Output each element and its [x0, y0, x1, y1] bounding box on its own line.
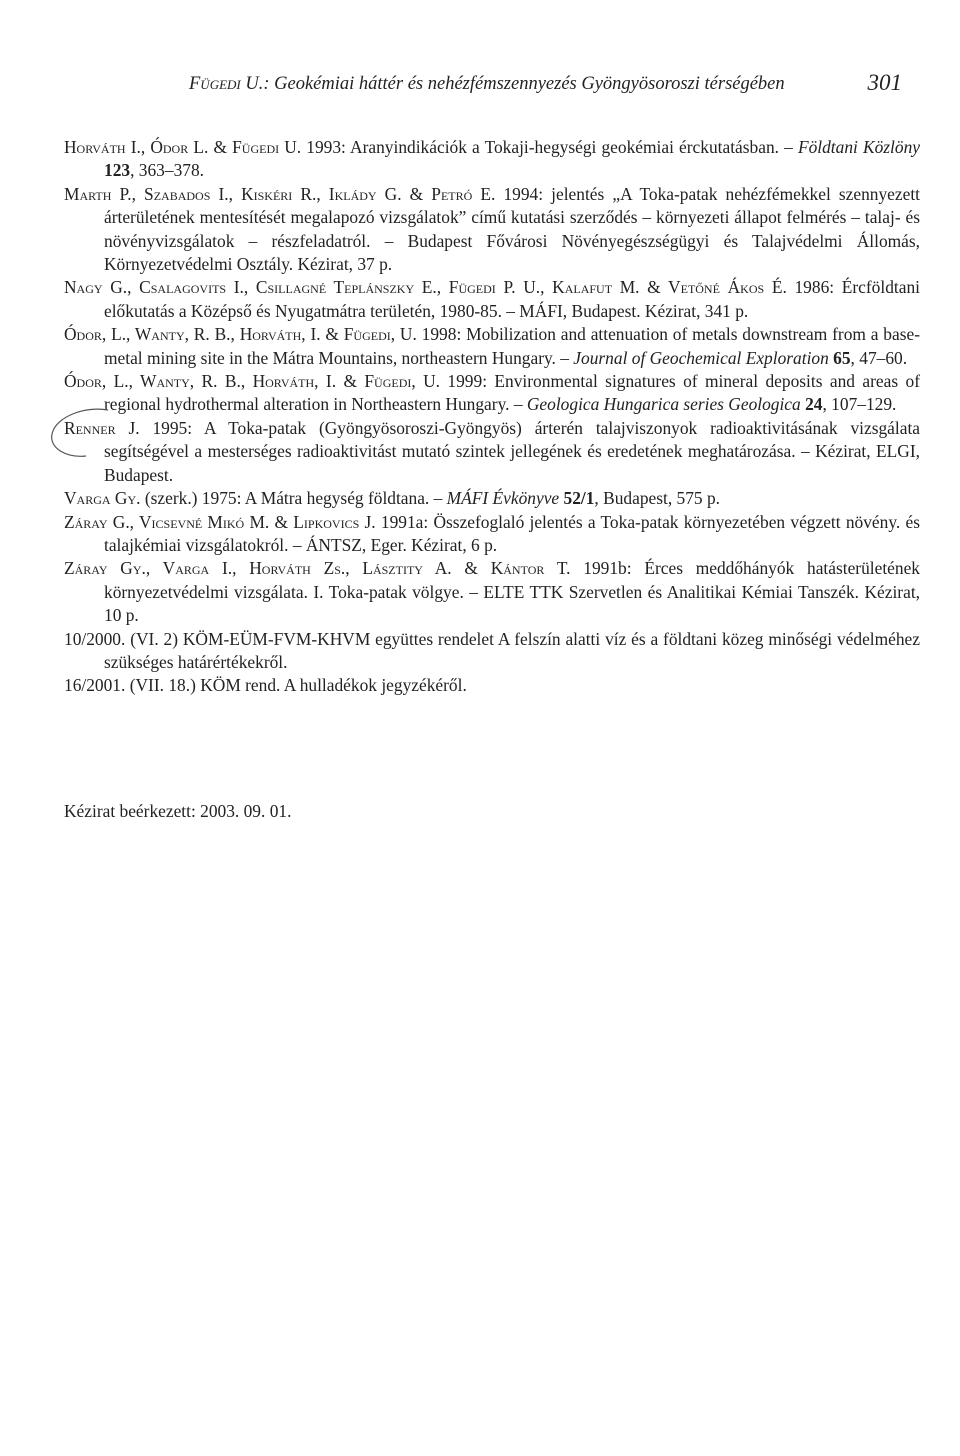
reference-text: 1991a: Összefoglaló jelentés a Toka-patak környezetében végzett növény. és talajkémiai vizsgálatokról. – ÁNTSZ, Eger. Kézirat, 6 p. [104, 511, 920, 555]
reference-authors: Ódor, L., Wanty, R. B., Horváth, I. & Fügedi, U. [64, 324, 417, 345]
reference-text: 1986: Ércföldtani előkutatás a Középső és Nyugatmátra területén, 1980-85. – MÁFI, Budapest. Kézirat, 341 p. [104, 277, 920, 321]
handwritten-circle-mark [46, 404, 126, 464]
reference-journal: Földtani Közlöny [797, 137, 920, 157]
reference-authors: Ódor, L., Wanty, R. B., Horváth, I. & Fügedi, U. [64, 371, 441, 392]
reference-authors: Varga Gy. [64, 488, 141, 509]
reference-volume: 123 [104, 160, 131, 181]
reference-text: 10/2000. (VI. 2) KÖM-EÜM-FVM-KHVM együttes rendelet A felszín alatti víz és a földtani közeg minőségi védelméhez szükséges határértékekről. [64, 628, 920, 672]
reference-text: 1995: A Toka-patak (Gyöngyösoroszi-Gyöngyös) árterén talajviszonyok radioaktivitásának vizsgálata segítségével a mesterséges radioaktivitást mutató szintek jellegének és eredetének meghatározása. – Kézirat, ELGI, Budapest. [104, 417, 920, 485]
reference-authors: Marth P., Szabados I., Kiskéri R., Iklády G. & Petró E. [64, 183, 496, 204]
reference-journal: MÁFI Évkönyve [446, 488, 560, 509]
reference-item [64, 674, 920, 697]
reference-item [64, 276, 920, 323]
reference-text: 1993: Aranyindikációk a Tokaji-hegységi geokémiai érckutatásban. – [301, 137, 798, 157]
reference-item [64, 183, 920, 277]
reference-item [64, 628, 920, 675]
reference-item [64, 487, 920, 510]
reference-text: 16/2001. (VII. 18.) KÖM rend. A hulladékok jegyzékéről. [64, 675, 467, 696]
reference-authors: Horváth I., Ódor L. & Fügedi U. [64, 137, 302, 157]
reference-item [64, 557, 920, 627]
running-head [64, 70, 902, 100]
reference-item [64, 417, 920, 487]
reference-item [64, 136, 920, 183]
reference-item [64, 511, 920, 558]
running-head-title [189, 74, 785, 95]
reference-authors: Záray Gy., Varga I., Horváth Zs., Lásztity A. & Kántor T. [64, 558, 571, 579]
reference-volume: 52/1 [559, 488, 595, 509]
running-head-article-title: : Geokémiai háttér és nehézfémszennyezés Gyöngyösoroszi térségében [263, 74, 785, 94]
reference-item [64, 370, 920, 417]
reference-tail: , 363–378. [130, 160, 205, 181]
running-head-author: Fügedi U. [189, 74, 264, 94]
reference-authors: Renner J. [64, 417, 140, 438]
reference-text: 1994: jelentés „A Toka-patak nehézfémekkel szennyezett árterületének mentesítését megalapozó vizsgálatok” című kutatási szerződés – környezeti állapot felmérés – talaj- és növényvizsgálatok – részfeladatról. – Budapest Fővárosi Növényegészségügyi és Talajvédelmi Állomás, Környezetvédelmi Osztály. Kézirat, 37 p. [104, 183, 920, 275]
reference-journal: Geologica Hungarica series Geologica [526, 394, 801, 415]
reference-authors: Záray G., Vicsevné Mikó M. & Lipkovics J. [64, 511, 376, 532]
reference-journal: Journal of Geochemical Exploration [573, 347, 829, 368]
reference-text: 1998: Mobilization and attenuation of metals downstream from a base-metal mining site in the Mátra Mountains, northeastern Hungary. – [104, 324, 920, 368]
reference-volume: 65 [828, 347, 851, 368]
reference-tail: , Budapest, 575 p. [594, 488, 721, 509]
page-number: 301 [867, 70, 902, 95]
reference-item [64, 323, 920, 370]
reference-authors: Nagy G., Csalagovits I., Csillagné Teplánszky E., Fügedi P. U., Kalafut M. & Vetőné Ákos É. [64, 277, 787, 298]
reference-tail: , 107–129. [822, 394, 897, 415]
reference-volume: 24 [800, 394, 823, 415]
reference-text: 1991b: Érces meddőhányók hatásterületének környezetvédelmi vizsgálata. I. Toka-patak völgye. – ELTE TTK Szervetlen és Analitikai Kémiai Tanszék. Kézirat, 10 p. [104, 558, 920, 626]
reference-text: 1999: Environmental signatures of mineral deposits and areas of regional hydrothermal alteration in Northeastern Hungary. – [104, 371, 920, 415]
received-date-note: Kézirat beérkezett: 2003. 09. 01. [64, 801, 292, 821]
reference-list [64, 136, 920, 698]
reference-tail: , 47–60. [850, 347, 908, 368]
reference-text: (szerk.) 1975: A Mátra hegység földtana. – [140, 488, 447, 509]
